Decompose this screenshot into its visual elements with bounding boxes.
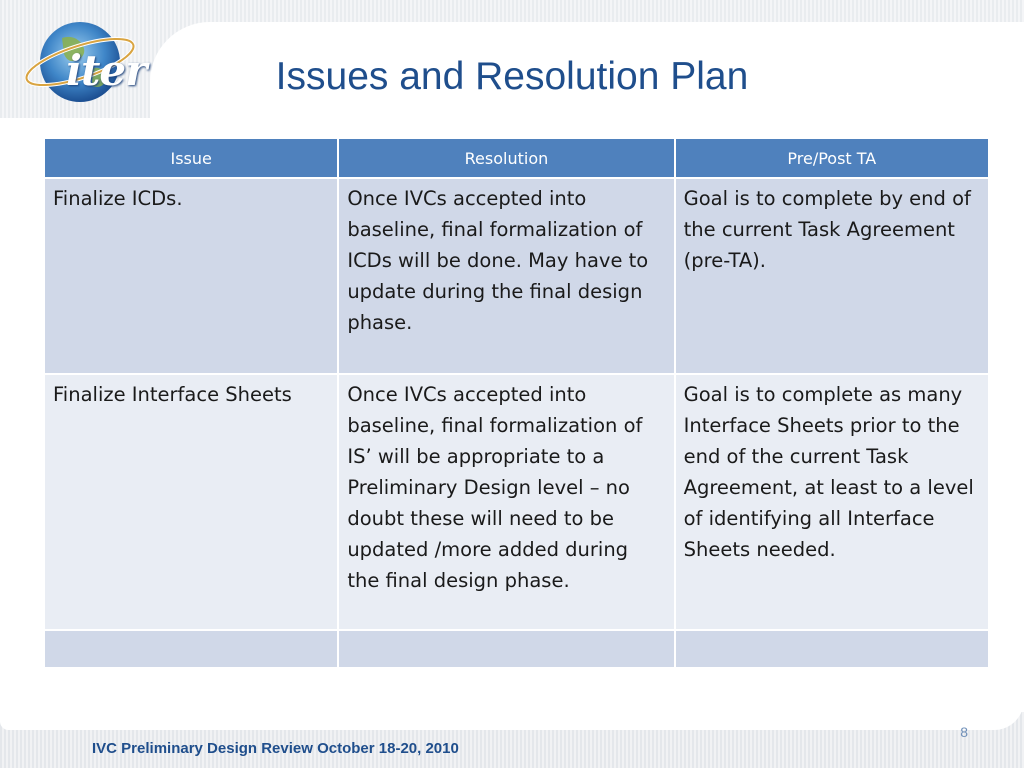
issues-table: [43, 137, 990, 669]
logo-wordmark: iter: [66, 46, 147, 95]
cell-pre-post-ta: Goal is to complete by end of the current Task Agreement (pre-TA).: [675, 178, 989, 374]
page-number: 8: [960, 724, 968, 740]
column-header-resolution: Resolution: [338, 138, 674, 178]
cell-issue: [44, 630, 338, 668]
cell-pre-post-ta: Goal is to complete as many Interface Sheets prior to the end of the current Task Agreement, at least to a level of identifying all Interface Sheets needed.: [675, 374, 989, 630]
cell-issue: Finalize ICDs.: [44, 178, 338, 374]
table-header-row: [44, 138, 989, 178]
cell-resolution: [338, 630, 674, 668]
background-panel-bottom: [0, 700, 1024, 730]
slide-title: Issues and Resolution Plan: [275, 55, 749, 98]
background-panel-strip: [0, 118, 1024, 138]
cell-resolution: Once IVCs accepted into baseline, final formalization of IS’ will be appropriate to a Preliminary Design level – no doubt these will need to be updated /more added during the final design phase.: [338, 374, 674, 630]
column-header-pre-post-ta: Pre/Post TA: [675, 138, 989, 178]
cell-issue: Finalize Interface Sheets: [44, 374, 338, 630]
table-row-empty: [44, 630, 989, 668]
column-header-issue: Issue: [44, 138, 338, 178]
cell-resolution: Once IVCs accepted into baseline, final formalization of ICDs will be done. May have to update during the final design phase.: [338, 178, 674, 374]
table-row: [44, 178, 989, 374]
footer-text: IVC Preliminary Design Review October 18-20, 2010: [92, 740, 459, 757]
cell-pre-post-ta: [675, 630, 989, 668]
table-row: [44, 374, 989, 630]
